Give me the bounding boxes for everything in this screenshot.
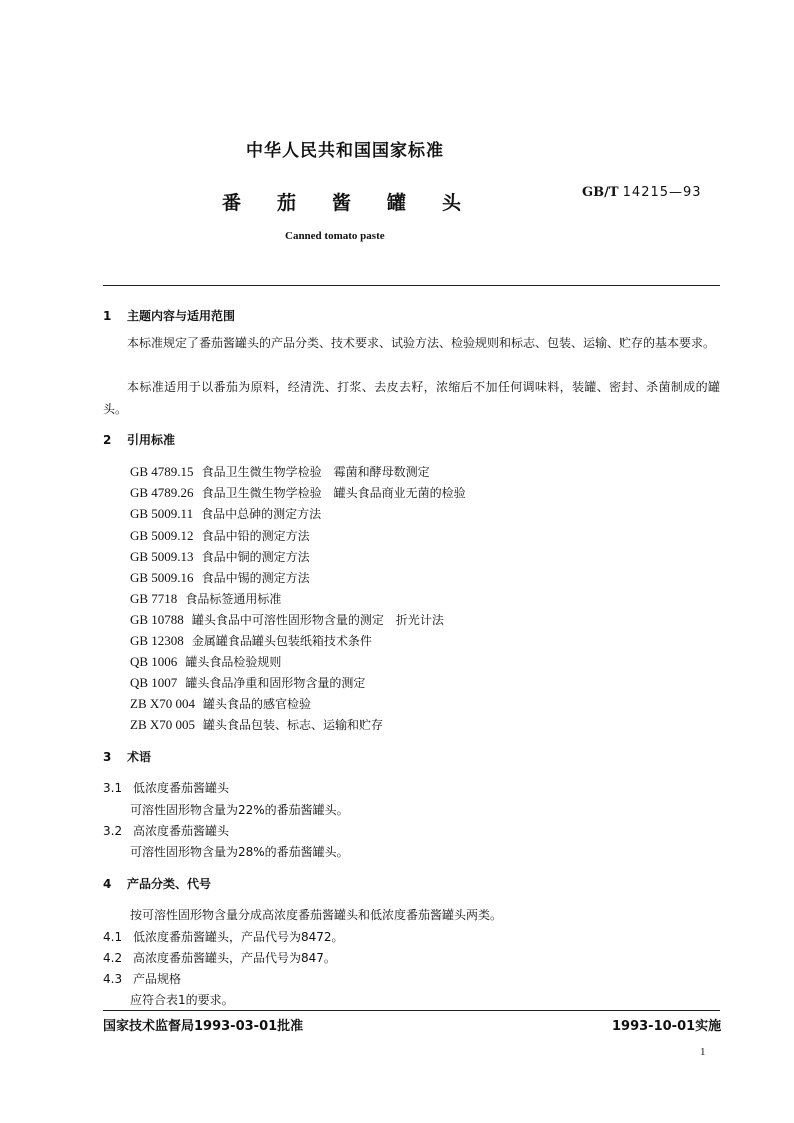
reference-title: 罐头食品包装、标志、运输和贮存	[203, 718, 384, 732]
item-4-2	[103, 949, 336, 966]
english-title: Canned tomato paste	[285, 230, 385, 242]
reference-code: GB 7718	[130, 591, 178, 606]
reference-item	[130, 632, 372, 649]
standard-code	[582, 185, 702, 200]
reference-code: QB 1006	[130, 654, 178, 669]
item-number: 4.2	[103, 951, 123, 965]
reference-title: 罐头食品的感官检验	[203, 697, 312, 711]
section-1-heading	[103, 307, 235, 324]
reference-code: QB 1007	[130, 675, 178, 690]
reference-title: 罐头食品中可溶性固形物含量的测定 折光计法	[191, 613, 444, 627]
effective-date: 1993-10-01实施	[612, 1019, 722, 1034]
reference-title: 食品中铅的测定方法	[201, 529, 310, 543]
reference-title: 食品中锡的测定方法	[201, 571, 310, 585]
term-3-1-definition: 可溶性固形物含量为22%的番茄酱罐头。	[130, 803, 349, 817]
section-title: 主题内容与适用范围	[127, 309, 236, 323]
approval-date: 国家技术监督局1993-03-01批准	[103, 1019, 304, 1034]
term-3-2	[103, 822, 229, 839]
reference-item	[130, 548, 310, 565]
section-title: 产品分类、代号	[127, 877, 212, 891]
reference-item	[130, 569, 310, 586]
reference-item	[130, 463, 430, 480]
section-3-heading	[103, 748, 151, 765]
reference-title: 食品中铜的测定方法	[201, 550, 310, 564]
item-4-3	[103, 970, 181, 987]
item-text: 高浓度番茄酱罐头，产品代号为847。	[133, 951, 336, 965]
section-2-heading	[103, 431, 175, 448]
header-divider	[103, 285, 720, 286]
reference-title: 罐头食品检验规则	[185, 655, 282, 669]
reference-item	[130, 695, 311, 712]
term-number: 3.1	[103, 781, 123, 795]
reference-title: 食品中总砷的测定方法	[201, 507, 322, 521]
reference-code: GB 10788	[130, 612, 184, 627]
reference-code: GB 5009.13	[130, 549, 194, 564]
reference-code: ZB X70 004	[130, 696, 195, 711]
item-number: 4.1	[103, 930, 123, 944]
term-3-2-definition: 可溶性固形物含量为28%的番茄酱罐头。	[130, 845, 349, 859]
item-number: 4.3	[103, 972, 123, 986]
reference-item	[130, 653, 281, 670]
reference-item	[130, 611, 444, 628]
reference-title: 罐头食品净重和固形物含量的测定	[185, 676, 366, 690]
reference-code: GB 12308	[130, 633, 184, 648]
item-4-3-body: 应符合表1的要求。	[130, 993, 234, 1007]
section-4-heading	[103, 875, 211, 892]
item-text: 低浓度番茄酱罐头，产品代号为8472。	[133, 930, 344, 944]
reference-title: 食品标签通用标准	[185, 592, 282, 606]
section-1-paragraph-1: 本标准规定了番茄酱罐头的产品分类、技术要求、试验方法、检验规则和标志、包装、运输、贮存的基本要求。	[127, 336, 716, 350]
term-title: 高浓度番茄酱罐头	[133, 824, 230, 838]
section-number: 1	[103, 309, 112, 323]
term-number: 3.2	[103, 824, 123, 838]
section-number: 4	[103, 877, 112, 891]
section-title: 引用标准	[127, 433, 176, 447]
reference-item	[130, 590, 281, 607]
section-4-intro: 按可溶性固形物含量分成高浓度番茄酱罐头和低浓度番茄酱罐头两类。	[130, 908, 503, 922]
section-number: 3	[103, 750, 112, 764]
reference-item	[130, 674, 365, 691]
reference-code: ZB X70 005	[130, 717, 195, 732]
reference-title: 食品卫生微生物学检验 罐头食品商业无菌的检验	[201, 486, 466, 500]
term-3-1	[103, 779, 229, 796]
reference-title: 金属罐食品罐头包装纸箱技术条件	[191, 634, 372, 648]
reference-code: GB 5009.11	[130, 506, 194, 521]
standard-code-number: 14215—93	[622, 185, 702, 200]
item-4-1	[103, 928, 344, 945]
document-title: 番茄酱罐头	[222, 192, 498, 214]
reference-item	[130, 505, 321, 522]
reference-code: GB 4789.26	[130, 485, 194, 500]
national-standard-heading: 中华人民共和国国家标准	[246, 141, 444, 161]
section-title: 术语	[127, 750, 152, 764]
standard-code-prefix: GB/T	[582, 185, 619, 200]
term-title: 低浓度番茄酱罐头	[133, 781, 230, 795]
reference-item	[130, 716, 383, 733]
page-number: 1	[700, 1046, 706, 1058]
reference-title: 食品卫生微生物学检验 霉菌和酵母数测定	[201, 465, 430, 479]
item-text: 产品规格	[133, 972, 182, 986]
reference-code: GB 5009.12	[130, 528, 194, 543]
reference-code: GB 4789.15	[130, 464, 194, 479]
reference-item	[130, 527, 310, 544]
reference-item	[130, 484, 466, 501]
footer-divider	[103, 1010, 720, 1011]
section-number: 2	[103, 433, 112, 447]
reference-code: GB 5009.16	[130, 570, 194, 585]
section-1-paragraph-2: 本标准适用于以番茄为原料，经清洗、打浆、去皮去籽，浓缩后不加任何调味料，装罐、密封、杀菌制成的罐头。	[103, 380, 720, 416]
